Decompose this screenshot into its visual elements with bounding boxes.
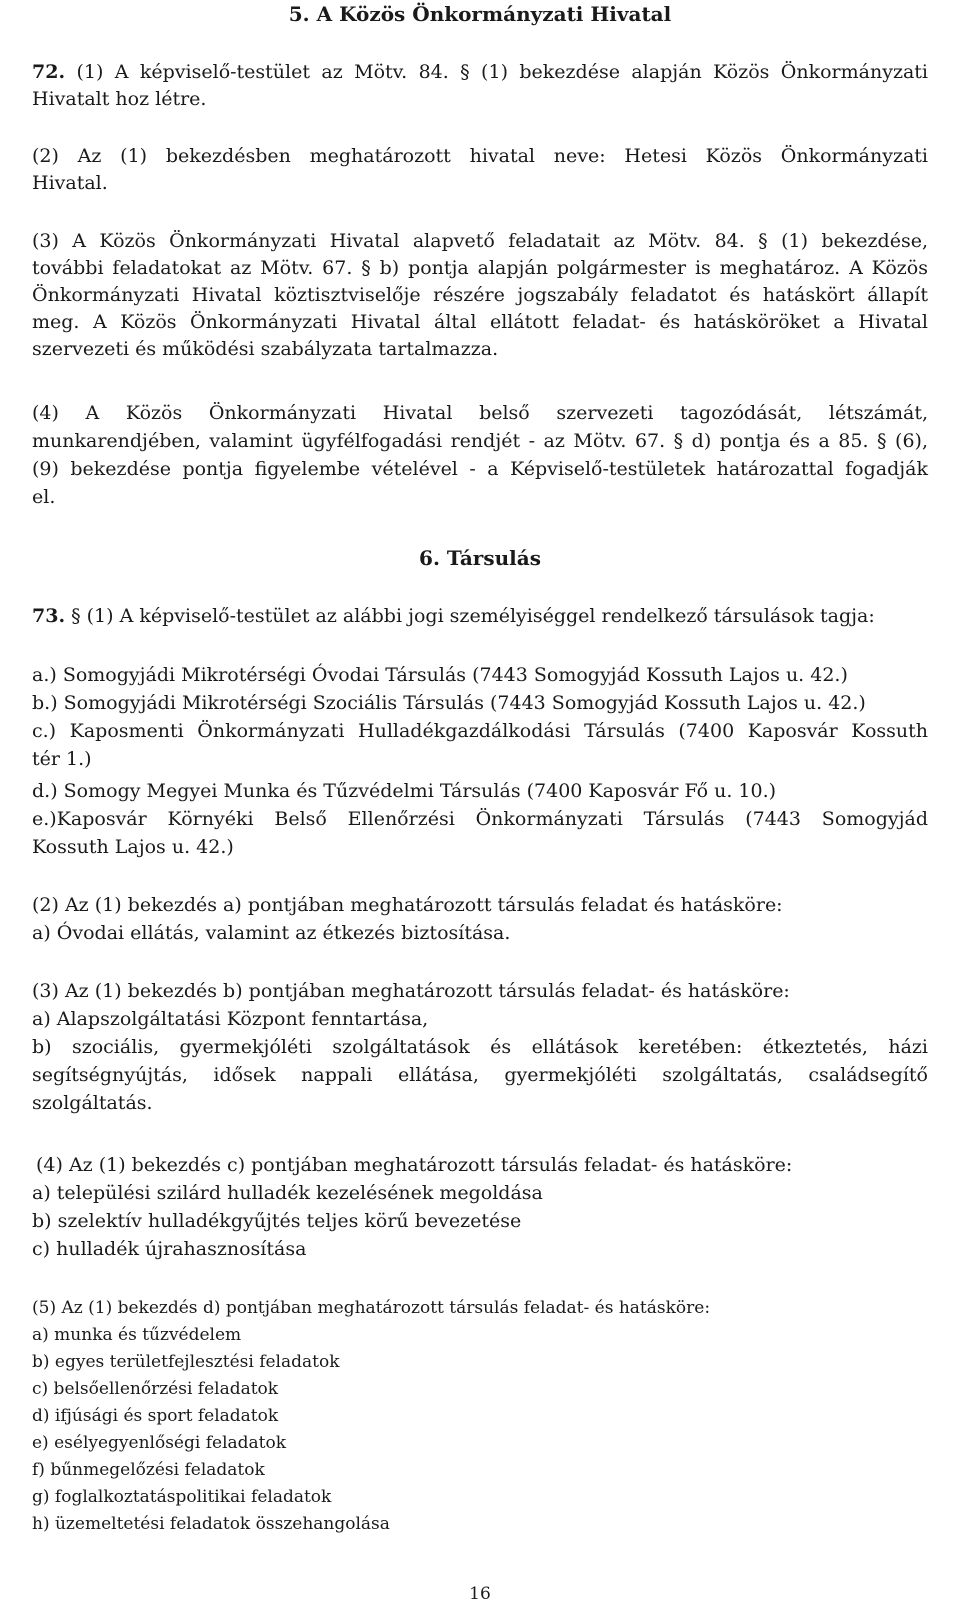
paragraph-3-line5: szervezeti és működési szabályzata tartalmazza. <box>32 338 499 360</box>
subsection-4-line4: c) hulladék újrahasznosítása <box>32 1238 307 1260</box>
subsection-4-line2: a) települési szilárd hulladék kezelésének megoldása <box>32 1182 543 1204</box>
association-b: b.) Somogyjádi Mikrotérségi Szociális Társulás (7443 Somogyjád Kossuth Lajos u. 42.) <box>32 692 866 714</box>
subsection-3-line4: segítségnyújtás, idősek nappali ellátása, gyermekjóléti szolgáltatás, családsegítő <box>32 1064 928 1086</box>
paragraph-3-line4: meg. A Közös Önkormányzati Hivatal által ellátott feladat- és hatásköröket a Hivatal <box>32 311 928 333</box>
subsection-2-line1: (2) Az (1) bekezdés a) pontjában meghatározott társulás feladat és hatásköre: <box>32 894 783 916</box>
subsection-2-line2: a) Óvodai ellátás, valamint az étkezés biztosítása. <box>32 922 511 944</box>
association-e-line2: Kossuth Lajos u. 42.) <box>32 836 234 858</box>
paragraph-4-line1: (4) A Közös Önkormányzati Hivatal belső szervezeti tagozódását, létszámát, <box>32 402 928 424</box>
paragraph-text: (1) A képviselő-testület az Mötv. 84. § (1) bekezdése alapján Közös Önkormányzati <box>76 61 929 83</box>
paragraph-3-line3: Önkormányzati Hivatal köztisztviselője részére jogszabály feladatot és hatáskört állapít <box>32 284 928 306</box>
subsection-4-line3: b) szelektív hulladékgyűjtés teljes körű bevezetése <box>32 1210 522 1232</box>
paragraph-3-line1: (3) A Közös Önkormányzati Hivatal alapvető feladatait az Mötv. 84. § (1) bekezdése, <box>32 230 928 252</box>
paragraph-2-line2: Hivatal. <box>32 172 108 194</box>
list-item: g) foglalkoztatáspolitikai feladatok <box>32 1487 332 1507</box>
list-item: a) munka és tűzvédelem <box>32 1325 242 1345</box>
section-title-6: 6. Társulás <box>419 546 541 570</box>
subsection-4-line1: (4) Az (1) bekezdés c) pontjában meghatározott társulás feladat- és hatásköre: <box>36 1154 793 1176</box>
association-e-line1: e.)Kaposvár Környéki Belső Ellenőrzési Önkormányzati Társulás (7443 Somogyjád <box>32 808 928 830</box>
list-item: c) belsőellenőrzési feladatok <box>32 1379 279 1399</box>
subsection-5-line1: (5) Az (1) bekezdés d) pontjában meghatározott társulás feladat- és hatásköre: <box>32 1298 711 1318</box>
paragraph-72-line2: Hivatalt hoz létre. <box>32 88 207 110</box>
association-c-line1: c.) Kaposmenti Önkormányzati Hulladékgazdálkodási Társulás (7400 Kaposvár Kossuth <box>32 720 928 742</box>
list-item: d) ifjúsági és sport feladatok <box>32 1406 279 1426</box>
association-d: d.) Somogy Megyei Munka és Tűzvédelmi Társulás (7400 Kaposvár Fő u. 10.) <box>32 780 777 802</box>
paragraph-2-line1: (2) Az (1) bekezdésben meghatározott hivatal neve: Hetesi Közös Önkormányzati <box>32 145 928 167</box>
list-item: e) esélyegyenlőségi feladatok <box>32 1433 287 1453</box>
paragraph-73-line1 <box>32 603 875 629</box>
list-item: b) egyes területfejlesztési feladatok <box>32 1352 340 1372</box>
section-title-5: 5. A Közös Önkormányzati Hivatal <box>288 2 672 26</box>
subsection-3-line3: b) szociális, gyermekjóléti szolgáltatások és ellátások keretében: étkeztetés, házi <box>32 1036 928 1058</box>
page-number: 16 <box>469 1584 491 1604</box>
list-item: h) üzemeltetési feladatok összehangolása <box>32 1514 390 1534</box>
paragraph-3-line2: további feladatokat az Mötv. 67. § b) pontja alapján polgármester is meghatároz. A Közös <box>32 257 928 279</box>
subsection-3-line1: (3) Az (1) bekezdés b) pontjában meghatározott társulás feladat- és hatásköre: <box>32 980 790 1002</box>
subsection-3-line5: szolgáltatás. <box>32 1092 153 1114</box>
paragraph-text: § (1) A képviselő-testület az alábbi jogi személyiséggel rendelkező társulások tagja: <box>71 605 875 627</box>
paragraph-72-line1 <box>32 59 928 85</box>
paragraph-number: 72. <box>32 61 66 83</box>
paragraph-4-line4: el. <box>32 486 56 508</box>
association-a: a.) Somogyjádi Mikrotérségi Óvodai Társulás (7443 Somogyjád Kossuth Lajos u. 42.) <box>32 664 848 686</box>
paragraph-4-line2: munkarendjében, valamint ügyfélfogadási rendjét - az Mötv. 67. § d) pontja és a 85. § (6), <box>32 430 928 452</box>
paragraph-4-line3: (9) bekezdése pontja figyelembe vételével - a Képviselő-testületek határozattal fogadják <box>32 458 928 480</box>
list-item: f) bűnmegelőzési feladatok <box>32 1460 265 1480</box>
paragraph-number: 73. <box>32 605 66 627</box>
association-c-line2: tér 1.) <box>32 748 92 770</box>
subsection-3-line2: a) Alapszolgáltatási Központ fenntartása, <box>32 1008 429 1030</box>
